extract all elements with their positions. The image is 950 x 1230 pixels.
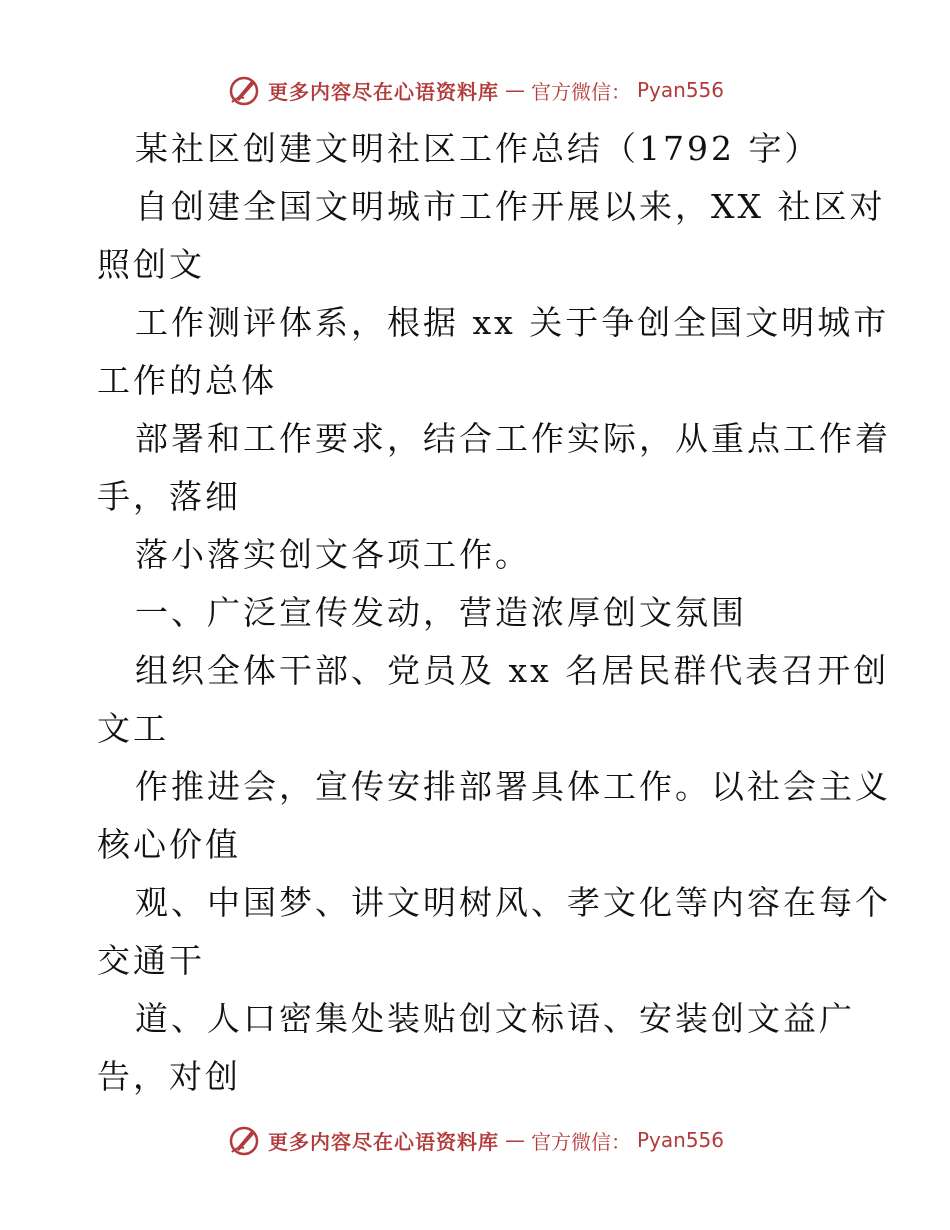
- document-body: [97, 120, 891, 1106]
- paragraph-line: 交通干: [97, 941, 205, 980]
- paragraph-line: 文工: [97, 709, 169, 748]
- paragraph-line: 组织全体干部、党员及 xx 名居民群代表召开创: [135, 651, 890, 690]
- paragraph-line: 手，落细: [97, 477, 241, 516]
- banner-wechat-label: 官方微信：: [530, 79, 631, 104]
- paragraph-line: 落小落实创文各项工作。: [135, 535, 531, 574]
- banner-brand-text: 更多内容尽在心语资料库: [267, 79, 499, 104]
- banner-separator: —: [504, 1128, 525, 1152]
- paragraph-line: 核心价值: [97, 825, 241, 864]
- paragraph-line: 观、中国梦、讲文明树风、孝文化等内容在每个: [135, 883, 891, 922]
- quill-pen-logo-icon: [226, 72, 262, 108]
- paragraph-line: 工作测评体系，根据 xx 关于争创全国文明城市: [135, 303, 890, 342]
- header-banner: [0, 70, 950, 110]
- paragraph-line: 工作的总体: [97, 361, 277, 400]
- banner-wechat-id: Pyan556: [636, 78, 724, 102]
- paragraph-line: 部署和工作要求，结合工作实际，从重点工作着: [135, 419, 891, 458]
- paragraph-line: 道、人口密集处装贴创文标语、安装创文益广: [135, 999, 855, 1038]
- banner-brand-text: 更多内容尽在心语资料库: [267, 1129, 499, 1154]
- document-title: 某社区创建文明社区工作总结（1792 字）: [135, 129, 821, 168]
- paragraph-line: 告，对创: [97, 1057, 241, 1096]
- section-heading: 一、广泛宣传发动，营造浓厚创文氛围: [135, 593, 747, 632]
- paragraph-line: 作推进会，宣传安排部署具体工作。以社会主义: [135, 767, 891, 806]
- footer-banner: [0, 1120, 950, 1160]
- paragraph-line: 自创建全国文明城市工作开展以来，XX 社区对: [135, 187, 886, 226]
- banner-wechat-id: Pyan556: [636, 1128, 724, 1152]
- banner-separator: —: [504, 78, 525, 102]
- paragraph-line: 照创文: [97, 245, 205, 284]
- quill-pen-logo-icon: [226, 1122, 262, 1158]
- banner-wechat-label: 官方微信：: [530, 1129, 631, 1154]
